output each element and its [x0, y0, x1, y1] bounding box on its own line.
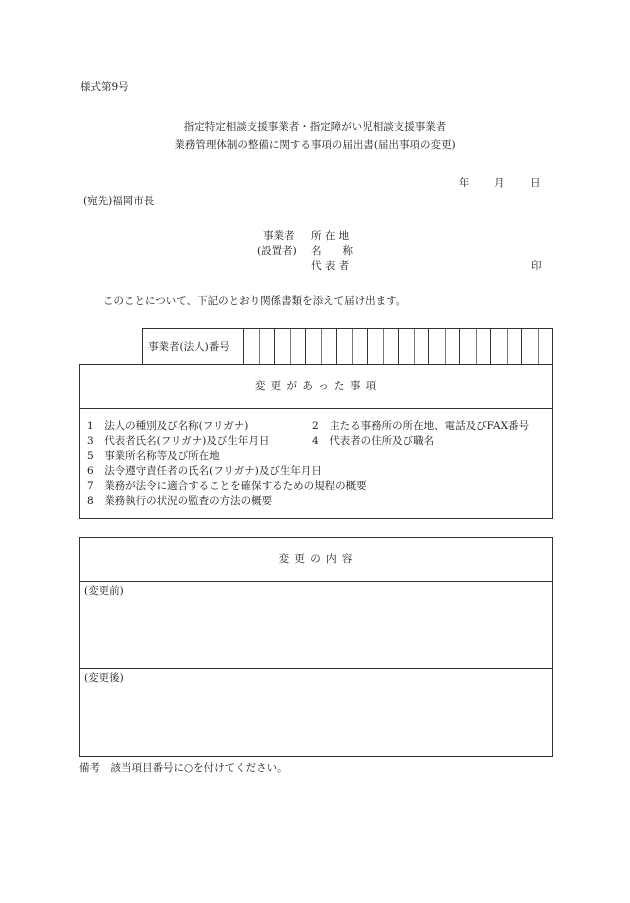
registration-number-cell[interactable] [490, 329, 521, 364]
changed-item-8[interactable]: 8 業務執行の状況の監査の方法の概要 [87, 495, 273, 507]
registration-number-cell[interactable] [274, 329, 305, 364]
registration-number-subdivider [383, 329, 384, 364]
before-change-label: (変更前) [84, 585, 124, 597]
registration-number-cell[interactable] [428, 329, 459, 364]
field-representative-label: 代 表 者 [311, 260, 350, 272]
label-secchisha: (設置者) [257, 245, 297, 257]
changed-item-2[interactable]: 2 主たる事務所の所在地、電話及びFAX番号 [312, 420, 530, 432]
changed-item-3[interactable]: 3 代表者氏名(フリガナ)及び生年月日 [87, 435, 270, 447]
registration-number-subdivider [352, 329, 353, 364]
changed-items-header: 変 更 が あ っ た 事 項 [254, 380, 378, 392]
field-name-label: 名 称 [311, 245, 353, 257]
registration-number-subdivider [414, 329, 415, 364]
addressee: (宛先)福岡市長 [83, 195, 155, 207]
registration-number-cell[interactable] [305, 329, 336, 364]
registration-number-cell[interactable] [398, 329, 429, 364]
remarks-note: 備考 該当項目番号に○を付けてください。 [79, 762, 288, 774]
change-content-table [79, 537, 553, 757]
statement-text: このことについて、下記のとおり関係書類を添えて届け出ます。 [103, 295, 407, 307]
form-title-line1: 指定特定相談支援事業者・指定障がい児相談支援事業者 [183, 121, 447, 133]
registration-number-cell[interactable] [521, 329, 552, 364]
changed-item-4[interactable]: 4 代表者の住所及び職名 [312, 435, 435, 447]
form-number: 様式第9号 [80, 81, 129, 93]
changed-items-divider [80, 408, 552, 409]
registration-number-cell[interactable] [367, 329, 398, 364]
date-month-label: 月 [494, 177, 505, 189]
after-change-area[interactable] [80, 669, 552, 756]
registration-number-subdivider [507, 329, 508, 364]
date-year-label: 年 [459, 177, 470, 189]
registration-number-subdivider [445, 329, 446, 364]
form-title-line2: 業務管理体制の整備に関する事項の届出書(届出事項の変更) [174, 139, 456, 151]
registration-number-subdivider [538, 329, 539, 364]
changed-items-table [79, 364, 553, 519]
registration-number-subdivider [259, 329, 260, 364]
changed-item-1[interactable]: 1 法人の種別及び名称(フリガナ) [87, 420, 249, 432]
date-day-label: 日 [530, 177, 541, 189]
field-address-label: 所 在 地 [311, 230, 350, 242]
seal-mark: 印 [531, 260, 542, 272]
registration-number-label: 事業者(法人)番号 [148, 341, 230, 353]
label-jigyosha: 事業者 [263, 230, 295, 242]
changed-item-5[interactable]: 5 事業所名称等及び所在地 [87, 450, 220, 462]
registration-number-subdivider [321, 329, 322, 364]
changed-item-7[interactable]: 7 業務が法令に適合することを確保するための規程の概要 [87, 480, 367, 492]
registration-number-cell[interactable] [459, 329, 490, 364]
changed-item-6[interactable]: 6 法令遵守責任者の氏名(フリガナ)及び生年月日 [87, 465, 322, 477]
registration-number-cell[interactable] [243, 329, 274, 364]
before-change-area[interactable] [80, 582, 552, 668]
registration-number-subdivider [476, 329, 477, 364]
registration-number-row [142, 328, 553, 364]
registration-number-subdivider [290, 329, 291, 364]
registration-number-cell[interactable] [336, 329, 367, 364]
after-change-label: (変更後) [84, 672, 124, 684]
change-content-header: 変 更 の 内 容 [278, 553, 354, 565]
